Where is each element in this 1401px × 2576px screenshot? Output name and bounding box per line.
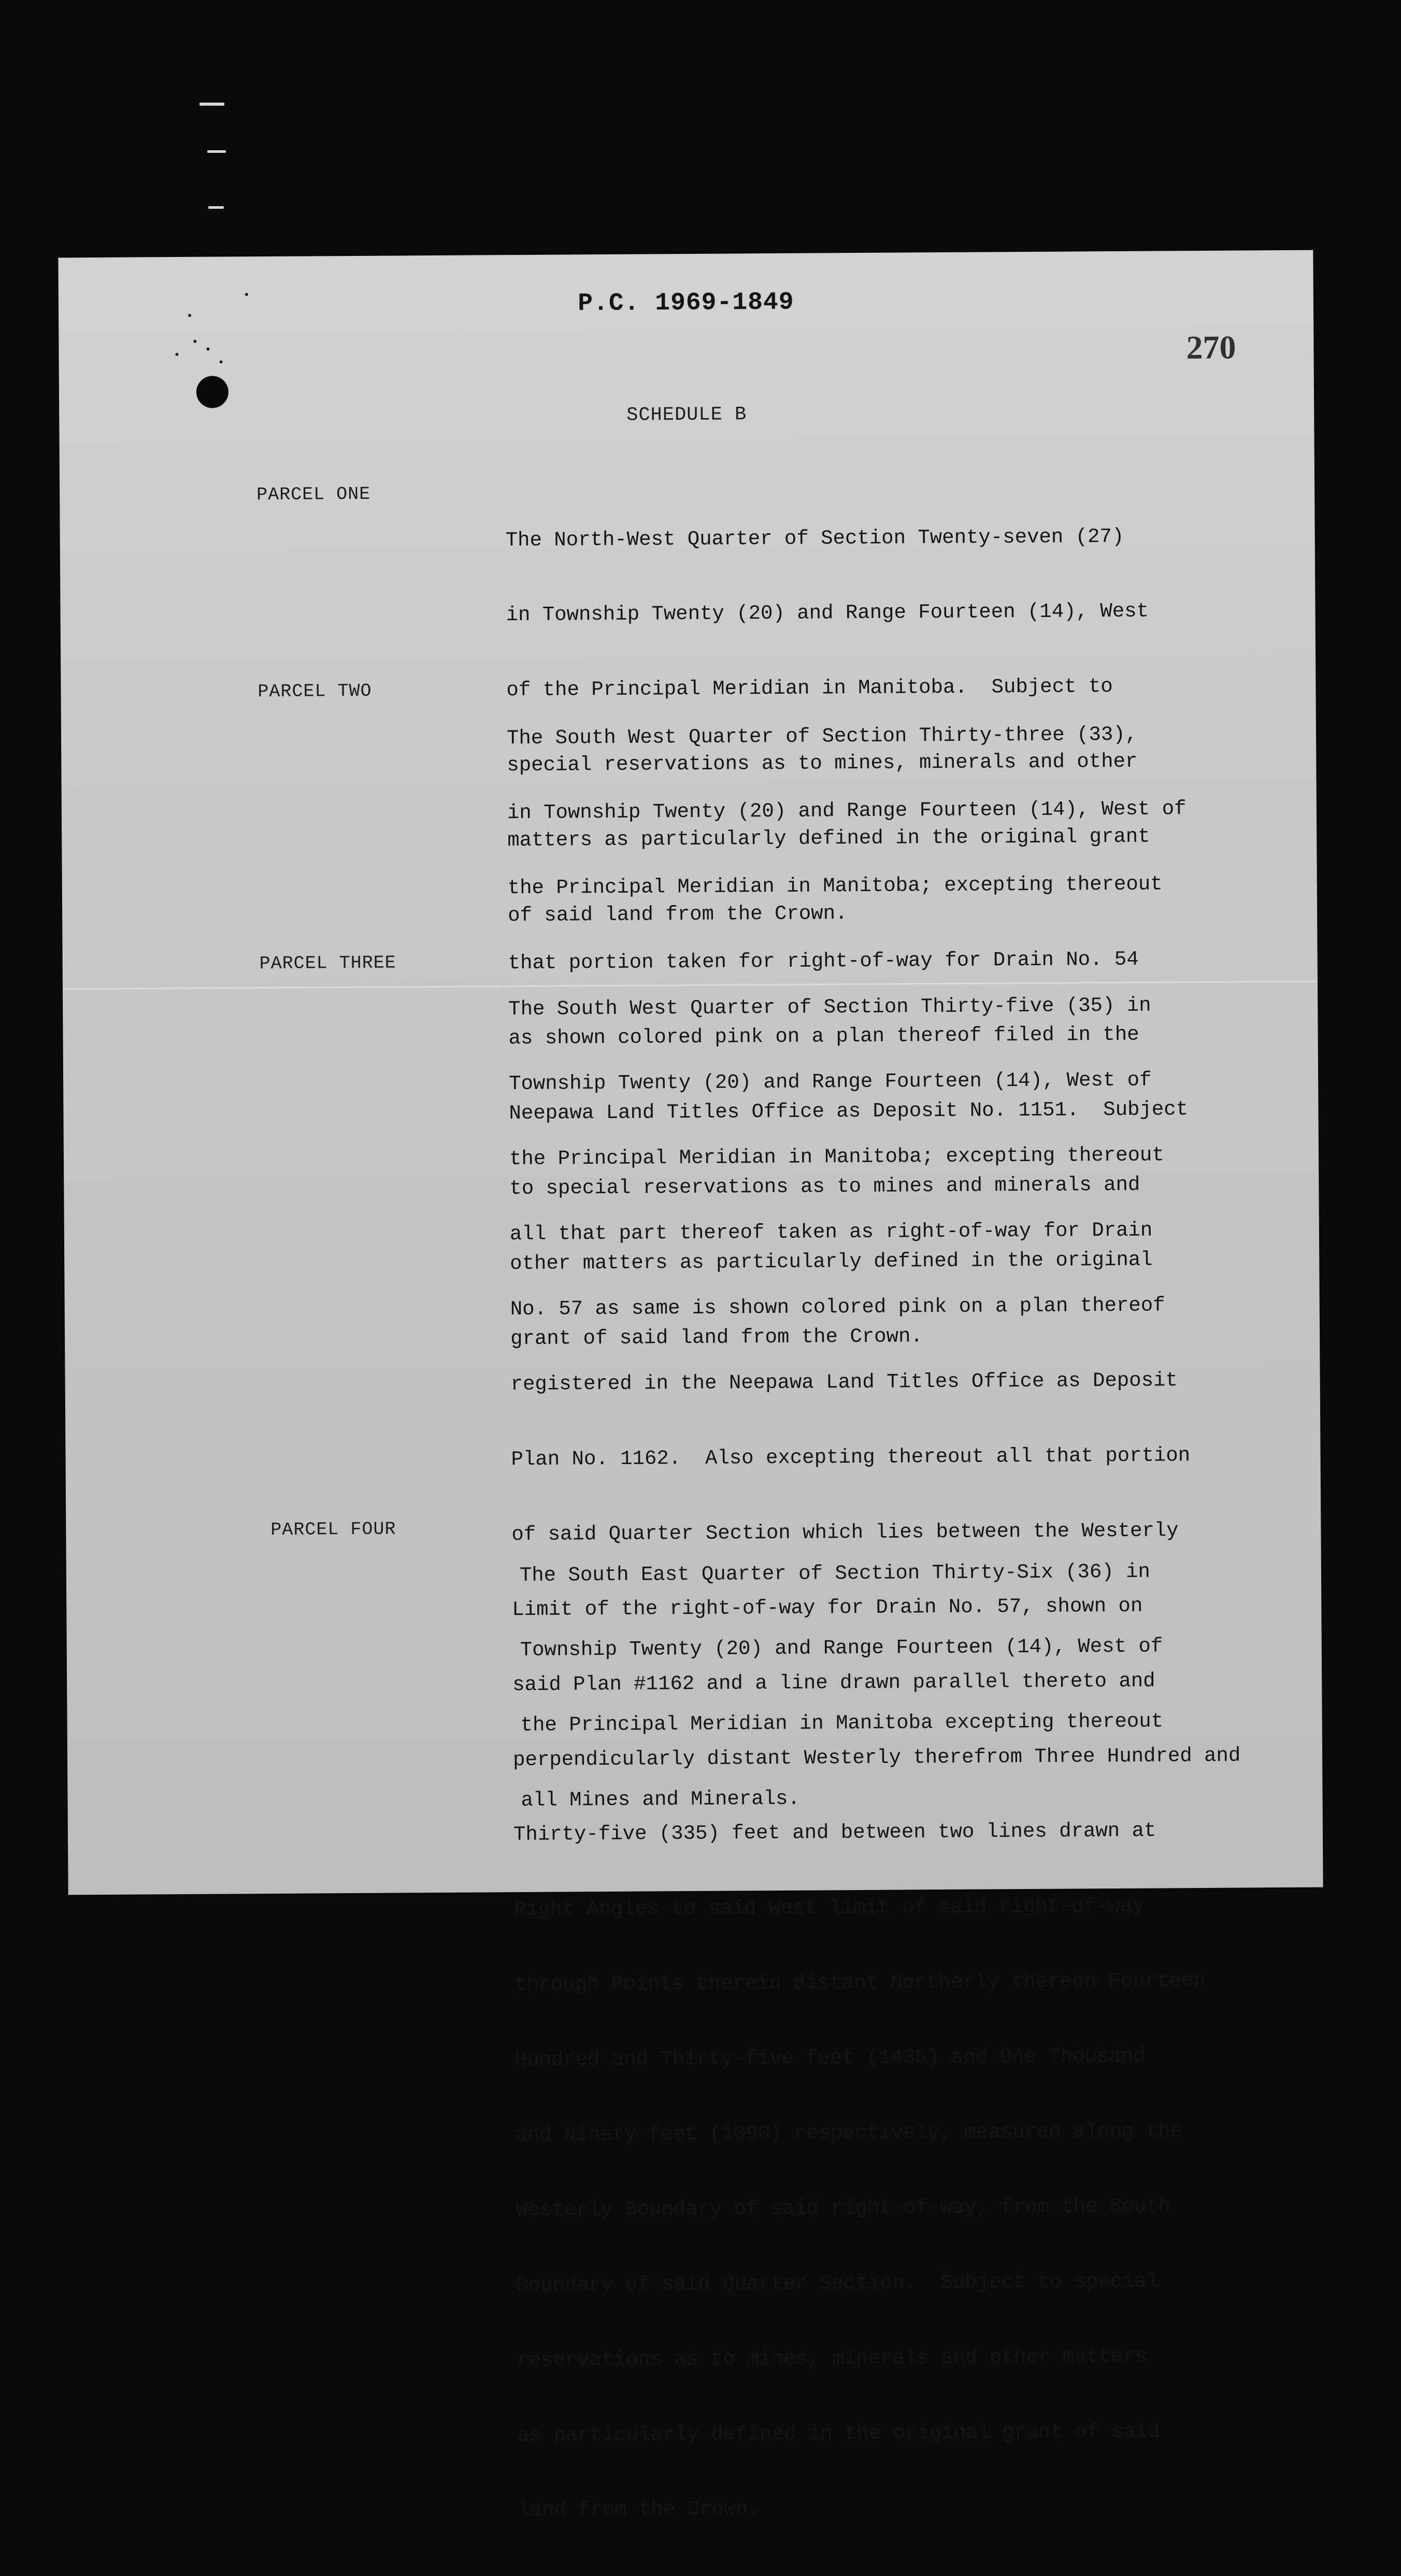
text-line: of said Quarter Section which lies between the Westerly [511,1519,1179,1546]
text-line: through Points therein distant Northerly thereon Fourteen [514,1969,1206,1997]
text-line: all Mines and Minerals. [521,1787,800,1812]
text-line: The North-West Quarter of Section Twenty-seven (27) [505,525,1124,552]
text-line: Township Twenty (20) and Range Fourteen (14), West of [520,1635,1163,1662]
film-edge-mark [199,103,224,106]
text-line: as shown colored pink on a plan thereof filed in the [508,1023,1139,1050]
page-speck [193,340,196,343]
text-line: of the Principal Meridian in Manitoba. Subject to [506,675,1113,702]
text-line: perpendicularly distant Westerly therefrom Three Hundred and [512,1744,1241,1771]
page-speck [220,360,223,363]
text-line: that portion taken for right-of-way for Drain No. 54 [508,948,1139,975]
text-line: the Principal Meridian in Manitoba; excepting thereout [507,872,1163,900]
text-line: in Township Twenty (20) and Range Fourteen (14), West [506,600,1149,627]
text-line: Westerly Boundary of said right-of-way, from the South [516,2195,1171,2222]
parcel-two-label: PARCEL TWO [258,680,372,703]
document-reference: P.C. 1969-1849 [578,288,794,318]
text-line: Township Twenty (20) and Range Fourteen (14), West of [508,1069,1152,1096]
text-line: The South East Quarter of Section Thirty-Six (36) in [519,1560,1151,1587]
film-edge-mark [208,206,224,209]
text-line: land from the Crown. [517,2497,761,2522]
page-speck [206,348,209,351]
text-line: as particularly defined in the original grant of said [517,2420,1160,2447]
document-page [58,250,1323,2522]
text-line: Boundary of said Quarter Section. Subject to special [516,2270,1159,2297]
parcel-four-label: PARCEL FOUR [270,1519,396,1540]
text-line: all that part thereof taken as right-of-way for Drain [509,1219,1153,1246]
text-line: The South West Quarter of Section Thirty-five (35) in [508,994,1151,1021]
text-line: and Ninety feet (1090) respectively, measured along the [515,2120,1182,2147]
text-line: matters as particularly defined in the original grant [507,825,1150,852]
text-line: Thirty-five (335) feet and between two lines drawn at [513,1819,1156,1847]
text-line: Right Angles to said West limit of said right-of-way [513,1894,1145,1922]
text-line: grant of said land from the Crown. [510,1324,923,1350]
film-edge-mark [207,150,226,153]
text-line: of said land from the Crown. [508,902,848,927]
parcel-one-label: PARCEL ONE [256,483,371,506]
text-line: said Plan #1162 and a line drawn parallel thereto and [512,1669,1155,1696]
text-line: reservations as to mines, minerals and other matters [517,2345,1148,2372]
schedule-title: SCHEDULE B [626,404,747,426]
text-line: registered in the Neepawa Land Titles Office as Deposit [510,1369,1178,1396]
text-line: The South West Quarter of Section Thirty-three (33), [506,723,1138,750]
text-line: to special reservations as to mines and minerals and [509,1173,1140,1200]
text-line: the Principal Meridian in Manitoba excepting thereout [520,1710,1164,1737]
text-line: the Principal Meridian in Manitoba; excepting thereout [509,1143,1164,1171]
text-line: Neepawa Land Titles Office as Deposit No. 1151. Subject [509,1098,1189,1125]
text-line: No. 57 as same is shown colored pink on a plan thereof [510,1294,1165,1321]
text-line: other matters as particularly defined in the original [510,1248,1153,1275]
page-speck [175,353,178,356]
punch-hole [196,376,228,408]
page-number: 270 [1186,328,1236,366]
text-line: Plan No. 1162. Also excepting thereout all that portion [511,1444,1191,1471]
text-line: Hundred and Thirty-five feet (1435) and One Thousand [514,2044,1146,2072]
text-line: in Township Twenty (20) and Range Fourteen (14), West of [507,797,1186,825]
text-line: special reservations as to mines, minerals and other [507,750,1138,777]
text-line: Limit of the right-of-way for Drain No. 57, shown on [512,1594,1143,1621]
parcel-three-label: PARCEL THREE [259,952,396,975]
parcel-four-description [519,1508,1267,1863]
